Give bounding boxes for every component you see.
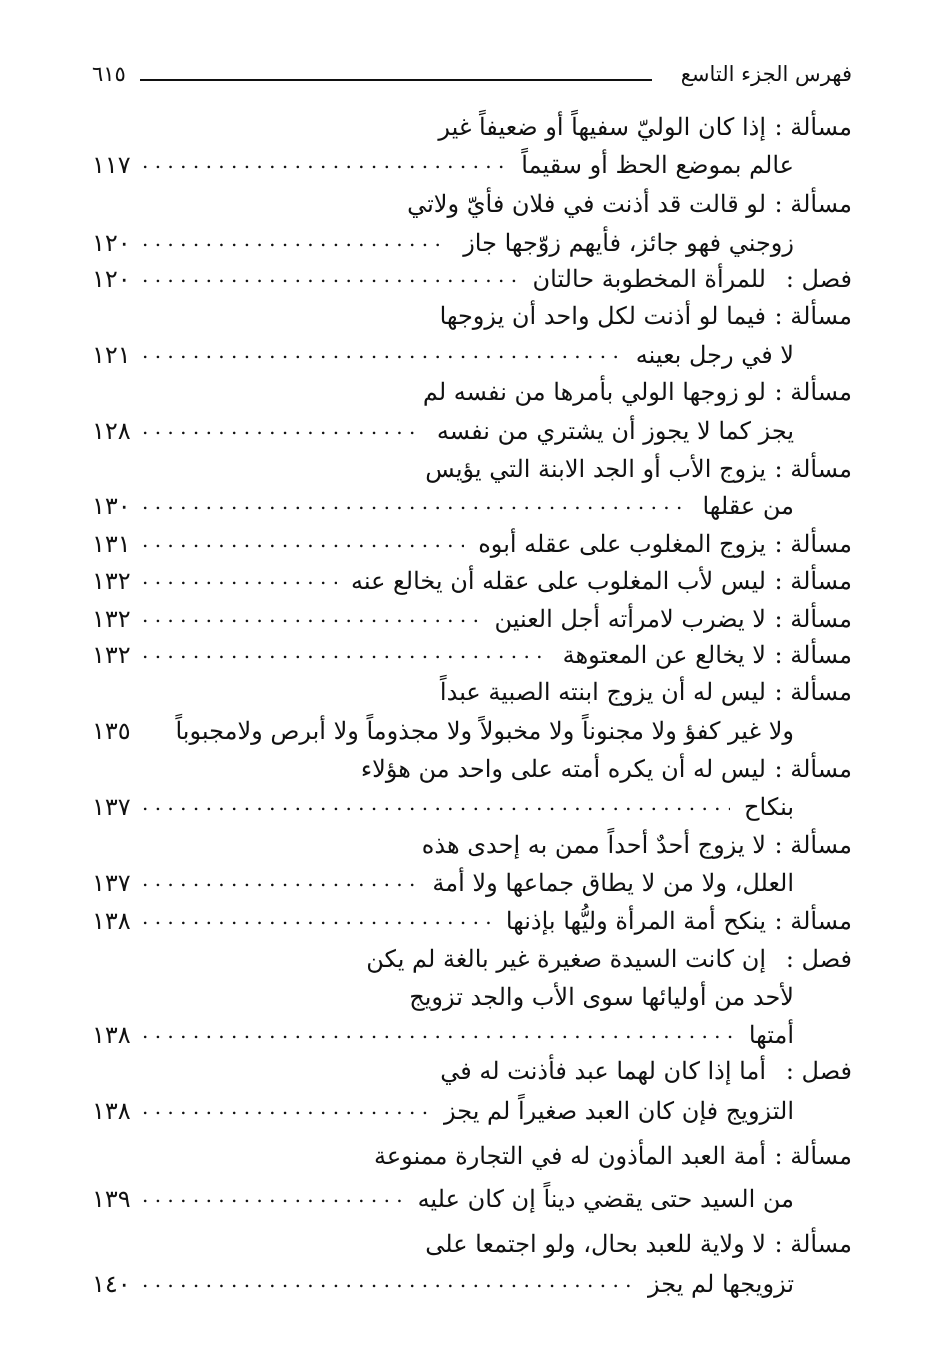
entry-text: يزوج الأب أو الجد الابنة التي يؤيس [425, 455, 766, 483]
dot-leader [142, 558, 337, 596]
entry-label: مسألة : [774, 530, 852, 558]
entry-label: مسألة : [774, 907, 852, 935]
dot-leader [142, 1261, 634, 1299]
dot-leader [142, 1012, 735, 1050]
entry-text: لأحد من أوليائها سوى الأب والجد تزويج [409, 983, 794, 1011]
entry-text: أما إذا كان لهما عبد فأذنت له في [440, 1057, 766, 1085]
entry-page-number: ١٣٨ [92, 1097, 131, 1125]
entry-page-number: ١٢٨ [92, 417, 131, 445]
entry-text: لو قالت قد أذنت في فلان فأيّ ولاتي [407, 190, 766, 218]
dot-leader [142, 483, 688, 521]
entry-text: ليس لأب المغلوب على عقله أن يخالع عنه [350, 567, 766, 595]
dot-leader [142, 898, 492, 936]
index-line [92, 940, 852, 978]
entry-page-number: ١٣٨ [92, 1021, 131, 1049]
entry-page-number: ١١٧ [92, 151, 131, 179]
entry-text: إن كانت السيدة صغيرة غير بالغة لم يكن [366, 945, 766, 973]
index-line [92, 902, 852, 940]
index-line [92, 826, 852, 864]
entry-page-number: ١٣١ [92, 530, 131, 558]
entry-text: لا ولاية للعبد بحال، ولو اجتمعا على [425, 1230, 766, 1258]
page-header [92, 62, 852, 96]
entry-text: من عقلها [702, 492, 794, 520]
header-rule [140, 79, 652, 81]
index-line [92, 750, 852, 788]
entry-text: التزويج فإن كان العبد صغيراً لم يجز [444, 1097, 794, 1125]
entry-text: زوجني فهو جائز، فأيهم زوّجها جاز [463, 229, 794, 257]
entry-page-number: ١٣٧ [92, 793, 131, 821]
entry-label: فصل : [785, 265, 852, 293]
entry-text: إذا كان الوليّ سفيهاً أو ضعيفاً غير [438, 113, 766, 141]
entry-text: يجز كما لا يجوز أن يشتري من نفسه [436, 417, 794, 445]
index-line [92, 978, 852, 1016]
entry-text: بنكاح [744, 793, 794, 821]
entry-label: مسألة : [774, 678, 852, 706]
dot-leader [142, 220, 449, 258]
dot-leader [142, 521, 464, 559]
entry-label: مسألة : [774, 1230, 852, 1258]
dot-leader [142, 408, 423, 446]
header-title: فهرس الجزء التاسع [680, 62, 852, 86]
entry-text: تزويجها لم يجز [647, 1270, 794, 1298]
entry-page-number: ١٣٠ [92, 492, 131, 520]
entry-page-number: ١٣٥ [92, 717, 131, 745]
entry-page-number: ١٣٢ [92, 641, 131, 669]
entry-text: يزوج المغلوب على عقله أبوه [478, 530, 766, 558]
index-line [92, 108, 852, 146]
index-line [92, 788, 852, 826]
header-page-number: ٦١٥ [92, 62, 126, 86]
dot-leader [142, 142, 507, 180]
entry-text: للمرأة المخطوبة حالتان [532, 265, 766, 293]
entry-text: ينكح أمة المرأة وليُّها بإذنها [505, 907, 766, 935]
index-line [92, 673, 852, 711]
entry-text: لا يزوج أحدٌ أحداً ممن به إحدى هذه [421, 831, 766, 859]
entry-page-number: ١٣٨ [92, 907, 131, 935]
index-line [92, 562, 852, 600]
dot-leader [142, 784, 730, 822]
index-line [92, 1092, 852, 1130]
entry-text: ليس له أن يكره أمته على واحد من هؤلاء [360, 755, 766, 783]
entry-text: عالم بموضع الحظ أو سقيماً [521, 151, 794, 179]
entry-text: لا يضرب لامرأته أجل العنين [494, 605, 766, 633]
index-line [92, 146, 852, 184]
entry-label: مسألة : [774, 378, 852, 406]
entry-label: مسألة : [774, 605, 852, 633]
entry-page-number: ١٢٠ [92, 265, 131, 293]
dot-leader [142, 860, 418, 898]
dot-leader [142, 632, 549, 670]
entry-text: ولا غير كفؤ ولا مجنوناً ولا مخبولاً ولا مجذوماً ولا أبرص ولامجبوباً [175, 717, 794, 745]
index-line [92, 1225, 852, 1263]
entry-text: العلل، ولا من لا يطاق جماعها ولا أمة [432, 869, 794, 897]
entry-label: مسألة : [774, 190, 852, 218]
entry-page-number: ١٣٢ [92, 605, 131, 633]
dot-leader [142, 332, 622, 370]
index-line [92, 487, 852, 525]
entry-text: ليس له أن يزوج ابنته الصبية عبداً [439, 678, 766, 706]
dot-leader [142, 1176, 404, 1214]
index-line [92, 864, 852, 902]
dot-leader [142, 256, 519, 294]
entry-text: لا في رجل بعينه [635, 341, 794, 369]
entry-label: مسألة : [774, 641, 852, 669]
dot-leader [142, 1088, 430, 1126]
entry-text: لا يخالع عن المعتوهة [562, 641, 766, 669]
entry-label: فصل : [785, 945, 852, 973]
dot-leader [142, 596, 480, 634]
entry-label: مسألة : [774, 755, 852, 783]
entry-text: لو زوجها الولي بأمرها من نفسه لم [422, 378, 766, 406]
entry-page-number: ١٢٠ [92, 229, 131, 257]
entry-page-number: ١٣٧ [92, 869, 131, 897]
entry-page-number: ١٤٠ [92, 1270, 131, 1298]
index-line [92, 1137, 852, 1175]
entry-text: من السيد حتى يقضي ديناً إن كان عليه [417, 1185, 794, 1213]
index-line [92, 260, 852, 298]
index-line [92, 297, 852, 335]
entry-label: مسألة : [774, 567, 852, 595]
entry-page-number: ١٣٢ [92, 567, 131, 595]
index-line [92, 1180, 852, 1218]
index-line [92, 1052, 852, 1090]
index-line [92, 1265, 852, 1303]
entry-text: فيما لو أذنت لكل واحد أن يزوجها [439, 302, 766, 330]
entry-label: مسألة : [774, 455, 852, 483]
index-line [92, 1016, 852, 1054]
index-line [92, 636, 852, 674]
entry-page-number: ١٢١ [92, 341, 131, 369]
index-line [92, 336, 852, 374]
entry-label: مسألة : [774, 302, 852, 330]
index-line [92, 712, 852, 750]
entry-text: أمتها [748, 1021, 794, 1049]
index-line [92, 185, 852, 223]
index-line [92, 373, 852, 411]
entry-label: مسألة : [774, 1142, 852, 1170]
index-line [92, 412, 852, 450]
entry-page-number: ١٣٩ [92, 1185, 131, 1213]
entry-text: أمة العبد المأذون له في التجارة ممنوعة [373, 1142, 766, 1170]
entry-label: مسألة : [774, 831, 852, 859]
entry-label: مسألة : [774, 113, 852, 141]
entry-label: فصل : [785, 1057, 852, 1085]
